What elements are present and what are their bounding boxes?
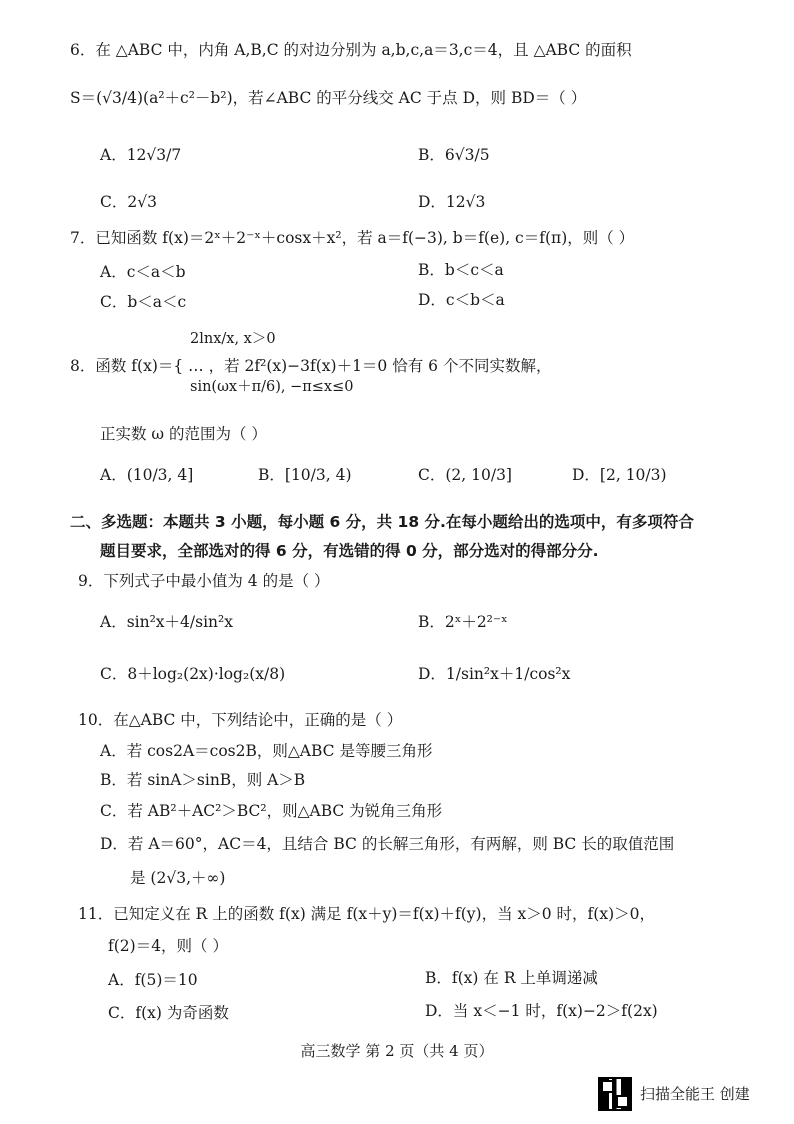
q11-option-b: B．f(x) 在 R 上单调递减: [425, 969, 598, 987]
q11-option-d: D．当 x＜−1 时，f(x)−2＞f(2x): [425, 1002, 658, 1020]
q9-option-d: D．1/sin²x＋1/cos²x: [418, 665, 571, 683]
q6-option-d: D．12√3: [418, 193, 486, 211]
page-footer: 高三数学 第 2 页（共 4 页）: [300, 1042, 494, 1060]
scanner-watermark-text: 扫描全能王 创建: [640, 1085, 750, 1103]
section2-heading-line2: 题目要求，全部选对的得 6 分，有选错的得 0 分，部分选对的得部分分.: [100, 542, 599, 560]
q10-option-d-line2: 是 (2√3,＋∞): [130, 869, 226, 887]
q8-option-a: A．(10/3, 4]: [100, 466, 194, 484]
q9-option-a: A．sin²x＋4/sin²x: [100, 613, 233, 631]
q7-option-c: C．b＜a＜c: [100, 293, 187, 311]
q11-stem-line1: 11．已知定义在 R 上的函数 f(x) 满足 f(x＋y)＝f(x)＋f(y)，当 x＞0 时，f(x)＞0，: [78, 905, 655, 923]
section2-heading-line1: 二、多选题：本题共 3 小题，每小题 6 分，共 18 分.在每小题给出的选项中，有多项符合: [70, 513, 694, 531]
q7-option-d: D．c＜b＜a: [418, 291, 505, 309]
q10-option-c: C．若 AB²＋AC²＞BC²，则△ABC 为锐角三角形: [100, 802, 443, 820]
q9-stem: 9．下列式子中最小值为 4 的是（ ）: [78, 572, 330, 590]
q10-option-a: A．若 cos2A＝cos2B，则△ABC 是等腰三角形: [100, 742, 433, 760]
q8-stem-line2: 正实数 ω 的范围为（ ）: [100, 425, 267, 443]
q11-option-c: C．f(x) 为奇函数: [108, 1004, 229, 1022]
q9-option-b: B．2ˣ＋2²⁻ˣ: [418, 613, 508, 631]
q8-piece-2: sin(ωx＋π/6), −π≤x≤0: [190, 379, 354, 395]
q8-stem: 8．函数 f(x)＝{ … ，若 2f²(x)−3f(x)＋1＝0 恰有 6 个不同实数解，: [70, 357, 552, 375]
q8-piece-1: 2lnx/x, x＞0: [190, 331, 276, 347]
q8-option-c: C．(2, 10/3]: [418, 466, 512, 484]
q6-option-a: A．12√3/7: [100, 146, 182, 164]
q7-option-b: B．b＜c＜a: [418, 261, 504, 279]
q10-option-b: B．若 sinA＞sinB，则 A＞B: [100, 771, 306, 789]
q6-option-c: C．2√3: [100, 193, 157, 211]
q6-option-b: B．6√3/5: [418, 146, 490, 164]
q7-stem: 7．已知函数 f(x)＝2ˣ＋2⁻ˣ＋cosx＋x²，若 a＝f(−3), b＝f(e), c＝f(π)，则（ ）: [70, 229, 635, 247]
q10-option-d-line1: D．若 A＝60°，AC＝4，且结合 BC 的长解三角形，有两解，则 BC 长的取值范围: [100, 835, 675, 853]
q11-option-a: A．f(5)＝10: [108, 971, 198, 989]
q8-option-b: B．[10/3, 4): [258, 466, 352, 484]
qr-code-icon: [598, 1077, 632, 1111]
q7-option-a: A．c＜a＜b: [100, 263, 186, 281]
q10-stem: 10．在△ABC 中，下列结论中，正确的是（ ）: [78, 711, 403, 729]
q6-stem-line2: S＝(√3/4)(a²＋c²－b²)，若∠ABC 的平分线交 AC 于点 D，则 BD＝（ ）: [70, 89, 587, 107]
q9-option-c: C．8＋log₂(2x)·log₂(x/8): [100, 665, 286, 683]
q6-stem-line1: 6．在 △ABC 中，内角 A,B,C 的对边分别为 a,b,c,a＝3,c＝4，且 △ABC 的面积: [70, 41, 632, 59]
q8-option-d: D．[2, 10/3): [572, 466, 667, 484]
q11-stem-line2: f(2)＝4，则（ ）: [108, 937, 228, 955]
